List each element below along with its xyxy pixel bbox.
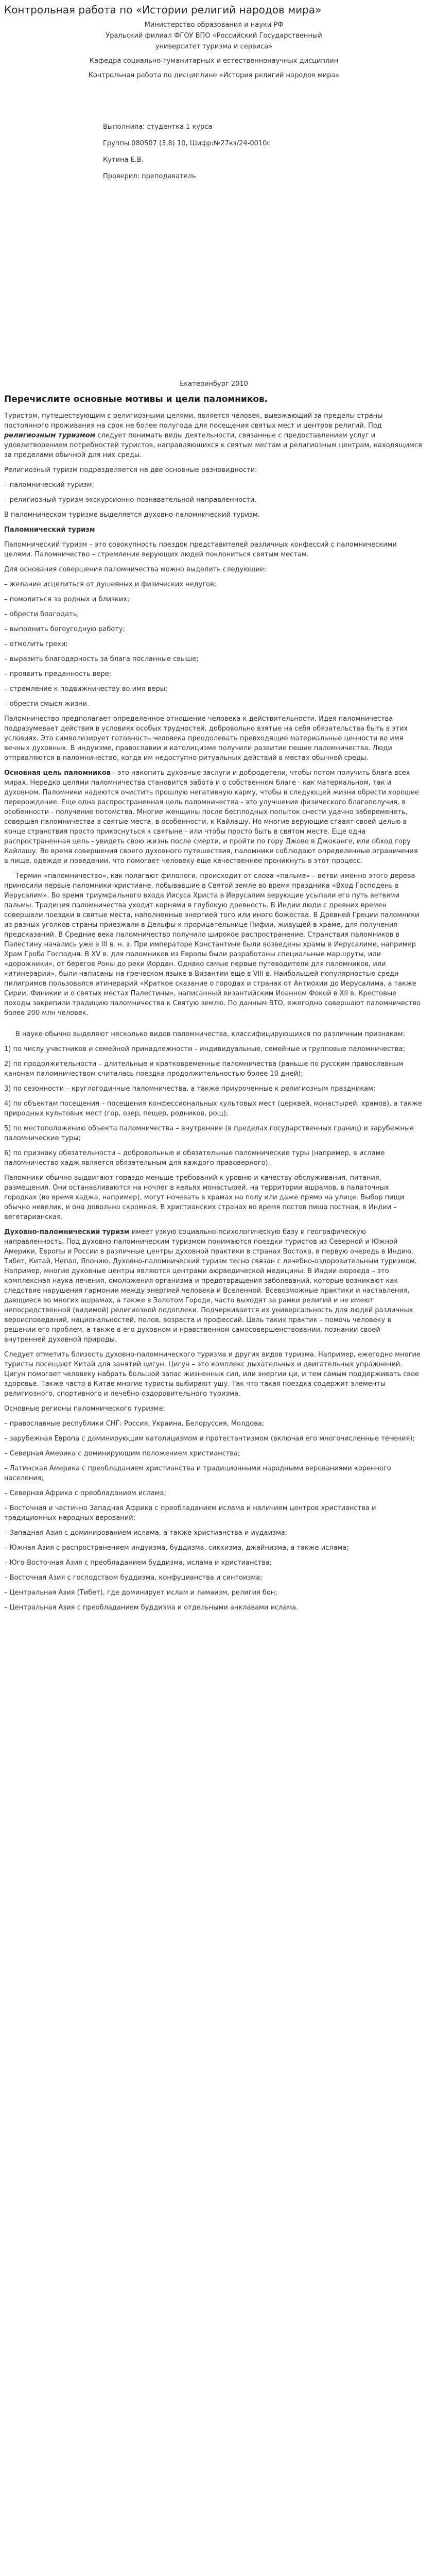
paragraph: Для основания совершения паломничества можно выделить следующие: bbox=[4, 566, 267, 573]
page-title: Контрольная работа по «Истории религий народов мира» bbox=[4, 4, 322, 16]
paragraph: Паломнический туризм – это совокупность поездок представителей различных конфессий с паломническими целями. Паломничество – стремление верующих людей поклониться святым местам. bbox=[4, 541, 397, 558]
paragraph-text: имеет узкую социально-психологическую базу и географическую направленность. Под духовно-паломническим туризмом понимаются поездки туристов из Северной и Южной Америки, Европы и России в различные центры духовной практики в странах Востока, в первую очередь в Индию. Тибет, Китай, Непал, Японию. Духовно-паломнический туризм тесно связан с лечебно-оздоровительным туризмом. Например, многие духовные центры являются центрами аюрведической медицины. В Индии аюрведа – это комплексная наука лечения, омоложения организма и предотвращения заболеваний, которые возникают как следствие нарушения гармонии между энергией человека и Вселенной. Всевозможные практики и наставления, дающиеся во многих ашрамах, а также в Золотом Городе, часто выходят за рамки религий и не имеют непосредственной (видимой) религиозной подоплеки. Подчеркивается их универсальность для людей различных вероисповеданий, национальностей, полов, возраста и профессий. Цель таких практик – помочь человеку в решении его проблем, а также в его духовном и нравственном самосовершенствовании, познании своей внутренней духовной природы. bbox=[4, 1228, 417, 1344]
department-line: Кафедра социально-гуманитарных и естественнонаучных дисциплин bbox=[89, 57, 339, 65]
list-item: – Западная Азия с доминированием ислама, а также христианства и иудаизма; bbox=[4, 1529, 288, 1537]
spacer bbox=[4, 1023, 424, 1029]
list-item: – стремление к подвижничеству во имя веры; bbox=[4, 685, 168, 693]
list-item: – Центральная Азия с преобладанием буддизма и отдельными анклавами ислама. bbox=[4, 1604, 299, 1612]
list-item: 1) по числу участников и семейной принадлежности – индивидуальные, семейные и групповые паломничества; bbox=[4, 1045, 405, 1053]
list-item: – обрести смысл жизни. bbox=[4, 700, 90, 708]
paragraph-intro bbox=[4, 411, 424, 460]
city-year: Екатеринбург 2010 bbox=[180, 380, 248, 388]
list-item: – Восточная и частично Западная Африка с преобладанием ислама и наличием центров христианства и традиционных народных верований; bbox=[4, 1504, 376, 1522]
motives-list bbox=[4, 580, 424, 709]
performed-by: Выполнила: студентка 1 курса bbox=[103, 123, 213, 131]
list-item: – религиозный туризм экскурсионно-познавательной направленности. bbox=[4, 496, 257, 504]
spacer bbox=[4, 81, 424, 122]
list-item: – Латинская Америка с преобладанием христианства и традиционными народными верованиями коренного населения; bbox=[4, 1465, 391, 1482]
list-item: – Северная Африка с преобладанием ислама; bbox=[4, 1489, 166, 1497]
list-item: – Юго-Восточная Азия с преобладанием буддизма, ислама и христианства; bbox=[4, 1559, 272, 1567]
list-item: – Северная Америка с доминирующим положением христианства; bbox=[4, 1450, 240, 1458]
branch-line-1: Уральский филиал ФГОУ ВПО «Российский Государственный bbox=[106, 32, 322, 40]
paragraph: В паломническом туризме выделяется духовно-паломнический туризм. bbox=[4, 511, 260, 519]
list-item: – православные республики СНГ: Россия, Украина, Белоруссия, Молдова; bbox=[4, 1420, 265, 1428]
list-item: 5) по местоположению объекта паломничества – внутренние (в пределах государственных границ) и зарубежные паломнические туры; bbox=[4, 1125, 414, 1142]
list-item: – желание исцелиться от душевных и физических недугов; bbox=[4, 581, 217, 588]
paragraph-spiritual bbox=[4, 1227, 424, 1345]
list-item: – обрести благодать; bbox=[4, 611, 79, 618]
paragraph: Паломничество предполагает определенное отношение человека к действительности. Идея паломничества подразумевает действия в условиях особых трудностей, добровольно взятые на себя обязательства быть в этих условиях. Это символизирует готовность человека преодолевать превходящие материальные ценности во имя вечных духовных. В индуизме, православии и католицизме получили развитие пешие паломничества. Люди отправляются в паломничество, когда им недоступно ритуальных действий в местах обычной среды. bbox=[4, 715, 408, 762]
list-item: – выразить благодарность за блага посланные свыше; bbox=[4, 655, 199, 663]
author-name: Кутина Е.В. bbox=[103, 156, 144, 164]
regions-list bbox=[4, 1419, 424, 1613]
paragraph: Основные регионы паломнического туризма: bbox=[4, 1405, 165, 1413]
list-item: 6) по признаку обязательности – добровольные и обязательные паломнические туры (например, в исламе паломничество хадж является обязательным для каждого правоверного). bbox=[4, 1149, 385, 1167]
paragraph: Религиозный туризм подразделяется на две основные разновидности: bbox=[4, 466, 257, 474]
list-item: – паломнический туризм; bbox=[4, 481, 94, 489]
branch-line-2: университет туризма и сервиса» bbox=[155, 43, 273, 50]
list-item: – отмолить грехи; bbox=[4, 640, 68, 648]
paragraph-text: Туристом, путешествующим с религиозными целями, является человек, выезжающий за пределы страны постоянного проживания на срок не более полугода для посещения святых мест и центров религий. Под bbox=[4, 412, 383, 430]
goal-heading: Основная цель паломников bbox=[4, 769, 111, 777]
paragraph: Следует отметить близость духовно-паломнического туризма и других видов туризма. Например, ежегодно многие туристы посещают Китай для занятий цигун. Цигун – это комплекс дыхательных и двигательных упражнений. Цигун помогает человеку набрать большой запас жизненных сил, или энергии ци, и тем самым поддерживать свое здоровье. Также часто в Китае многие туристы выбирают ушу. Так что такая поездка содержит элементы религиозного, спортивного и лечебно-оздоровительного туризма. bbox=[4, 1351, 421, 1398]
list-item: 2) по продолжительности – длительные и кратковременные паломничества (раньше по русским православным канонам паломничеством считалась поездка продолжительностью более 10 дней); bbox=[4, 1060, 404, 1078]
discipline-line: Контрольная работа по дисциплине «История религий народов мира» bbox=[88, 72, 340, 79]
paragraph: Паломники обычно выдвигают гораздо меньше требований к уровню и качеству обслуживания, питания, размещения. Они останавливаются на ночлег в кельях монастырей, на территории ашрамов, в палаточных городках (во время хаджа, например), могут ночевать в храмах на полу или даже прямо на улице. Выбор пищи обычно невелик, и она довольно скромная. В христианских странах во время постов пища постная, в Индии – вегетарианская. bbox=[4, 1174, 405, 1221]
paragraph-history: Термин «паломничество», как полагают филологи, происходит от слова «пальма» – ветви именно этого дерева приносили первые паломники-христиане, побывавшие в Святой земле во время праздника «Вход Господень в Иерусалим». Во время триумфального входа Иисуса Христа в Иерусалим верующие усыпали его путь ветвями пальмы. Традиция паломничества уходит корнями в глубокую древность. В Индии люди с древних времен совершали поездки в святые места, наполненные энергией того или иного божества. В Древней Греции паломники из разных уголков страны приезжали в Дельфы к прорицательнице Пифии, живущей в храме, для получения предсказаний. В Средние века паломничество получило широкое распространение. Странствия паломников в Палестину начались уже в III в. н. э. При императоре Константине были возведены храмы в Иерусалиме, например Храм Гроба Господня. В XV в. для паломников из Европы были разработаны специальные маршруты, или «дорожники», от берегов Роны до реки Иордан. Однако самые первые путеводители для паломников, или «итинерарии», были написаны на греческом языке в Византии еще в VIII в. Наибольшей популярностью среди пилигримов пользовался итинерарий «Краткое сказание о городах и странах от Антиохии до Иерусалима, а также Сирии, Финикии и о святых местах Палестины», написанный византийским Иоанном Фокой в XII в. Крестовые походы закрепили традицию паломничества к Святую землю. По данным ВТО, ежегодно совершают паломничество более 200 млн человек. bbox=[4, 872, 421, 1017]
list-item: – помолиться за родных и близких; bbox=[4, 596, 130, 603]
paragraph-goal bbox=[4, 768, 424, 866]
signature-block bbox=[103, 122, 424, 182]
checked-by: Проверил: преподаватель bbox=[103, 173, 196, 180]
paragraph-text: - это накопить духовные заслуги и добродетели, чтобы потом получить блага всех мирах. Нередко целями паломничества становится забота и о собственном благе - как материальном, так и духовном. Паломники надеются очистить прошлую негативную карму, чтобы в следующей жизни обрести хорошее перерождение. Еще одна распространенная цель паломничества - это улучшение физического благополучия, в особенности - получение потомства. Многие женщины после бесплодных попыток снести удачно забеременеть, совершая паломничества в святые места, в особенности, к Кайлашу. Но многие верующие ставят своей целью в конце странствия просто прикоснуться к святыне - или чтобы просто быть в святом месте. Еще одна распространенная цель - увидеть свою жизнь после смерти, и пройти по гору Джово в Джоканге, или обход гору Кайлашу. Во время совершения своего духовного путешествия, паломники соблюдают определенные ограничения в пище, одежде и поведении, что помогает человеку еще качественнее проникнуть в этот процесс. bbox=[4, 769, 419, 865]
paragraph: В науке обычно выделяют несколько видов паломничества, классифицирующихся по различным признакам: bbox=[15, 1030, 405, 1038]
paragraph-text: следует понимать виды деятельности, связанные с предоставлением услуг и удовлетворением потребностей туристов, направляющихся к святым местам и религиозным центрам, находящимся за пределами обычной для них среды. bbox=[4, 432, 422, 459]
list-item: – Центральная Азия (Тибет), где доминирует ислам и ламаизм, религия бон; bbox=[4, 1589, 277, 1597]
list-item: – Южная Азия с распространением индуизма, буддизма, сикхизма, джайнизма, а также ислама; bbox=[4, 1544, 349, 1552]
list-item: – зарубежная Европа с доминирующим католицизмом и протестантизмом (включая его многочисленные течения); bbox=[4, 1435, 415, 1443]
list-item: – проявить преданность вере; bbox=[4, 670, 112, 678]
list-item: – Восточная Азия с господством буддизма, конфуцианства и синтоизма; bbox=[4, 1574, 263, 1582]
section-title: Перечислите основные мотивы и цели паломников. bbox=[4, 394, 268, 404]
list-item: – выполнить богоугодную работу; bbox=[4, 625, 125, 633]
ministry-line: Министерство образования и науки РФ bbox=[144, 21, 284, 29]
list-item: 3) по сезонности – круглогодичные паломничества, а также приуроченные к религиозным праздникам; bbox=[4, 1085, 376, 1093]
subheading-pilgrim-tourism: Паломнический туризм bbox=[4, 526, 95, 534]
types-list bbox=[4, 1044, 424, 1168]
emphasis-term: религиозным туризмом bbox=[4, 432, 96, 439]
group-code: Группы 080507 (3,8) 10, Шифр:№27кз/24-0010с bbox=[103, 140, 271, 147]
spiritual-heading: Духовно-паломнический туризм bbox=[4, 1228, 130, 1236]
list-item: 4) по объектам посещения – посещения конфессиональных культовых мест (церквей, монастырей, храмов), а также природных культовых мест (гор, озер, пещер, родников, рощ); bbox=[4, 1100, 422, 1117]
spacer bbox=[4, 188, 424, 379]
